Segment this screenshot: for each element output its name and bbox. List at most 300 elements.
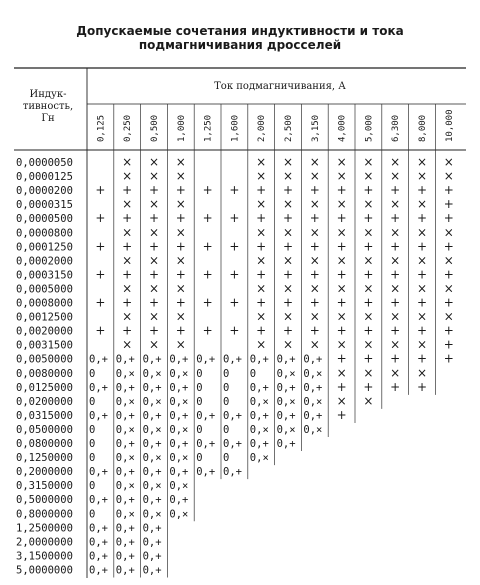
table-cell: 0,+ (115, 536, 135, 549)
table-cell: 0,× (276, 367, 296, 380)
table-cell: × (175, 169, 186, 184)
table-cell: 0,+ (196, 466, 216, 479)
table-cell: × (416, 225, 428, 240)
table-cell: 0,+ (142, 466, 162, 479)
table-cell: 0,× (169, 423, 189, 436)
table-cell: 0,× (303, 423, 323, 436)
table-cell: × (148, 253, 160, 268)
table-cell: 0 (89, 395, 96, 408)
inductance-value: 0,0080000 (16, 367, 73, 380)
table-cell: 0,× (303, 367, 323, 380)
table-cell: 0,× (276, 423, 296, 436)
table-cell: 0,+ (115, 353, 135, 366)
inductance-value: 0,0000125 (16, 171, 73, 184)
table-cell: 0,+ (223, 438, 242, 450)
table-cell: + (309, 267, 320, 282)
inductance-value: 0,0315000 (16, 409, 73, 422)
table-cell: 0,+ (115, 522, 135, 535)
table-cell: 0,× (169, 480, 189, 493)
table-cell: + (363, 351, 374, 366)
table-cell: × (416, 365, 428, 380)
table-cell: + (202, 211, 213, 226)
table-cell: 0,+ (89, 550, 108, 563)
table-cell: 0 (89, 438, 96, 450)
table-cell: 0,+ (196, 409, 216, 422)
table-cell: + (122, 183, 133, 198)
table-cell: × (256, 197, 267, 212)
table-cell: × (443, 155, 454, 169)
table-cell: + (443, 337, 454, 352)
table-cell: 0,+ (89, 522, 108, 535)
table-cell: × (390, 197, 401, 212)
table-cell: + (309, 295, 320, 310)
table-cell: 0,+ (169, 438, 189, 450)
table-cell: + (282, 323, 294, 338)
table-cell: + (336, 183, 347, 198)
table-cell: 0,× (303, 395, 323, 408)
table-cell: × (363, 393, 374, 408)
table-cell: 0 (223, 395, 230, 408)
table-cell: 0,+ (276, 409, 296, 422)
table-cell: × (282, 337, 294, 352)
table-cell: + (390, 183, 401, 198)
table-cell: × (443, 281, 454, 296)
table-cell: × (390, 169, 401, 184)
table-cell: + (390, 211, 401, 226)
table-cell: × (175, 281, 186, 296)
table-cell: + (229, 183, 240, 198)
inductance-value: 0,0008000 (16, 297, 73, 310)
inductance-value: 0,3150000 (16, 480, 73, 493)
table-cell: + (416, 211, 428, 226)
table-cell: + (256, 267, 267, 282)
table-cell: + (95, 323, 106, 338)
table-cell: + (416, 379, 428, 394)
column-lines (114, 104, 436, 578)
table-cell: + (148, 239, 160, 254)
table-cell: × (336, 197, 347, 212)
table-cell: × (175, 253, 186, 268)
table-cell: × (443, 309, 454, 324)
table-cell: 0,+ (169, 466, 189, 479)
table-cell: + (390, 295, 401, 310)
table-cell: 0,× (169, 367, 189, 380)
table-cell: + (443, 239, 454, 254)
table-cell: 0,× (142, 480, 162, 493)
table-cell: × (122, 337, 133, 352)
current-header-cell: 4,000 (337, 114, 348, 142)
table-cell: + (202, 267, 213, 282)
table-cell: 0,+ (169, 494, 189, 507)
table-cell: + (122, 295, 133, 310)
table-cell: × (175, 197, 186, 212)
table-cell: 0,+ (115, 409, 135, 422)
table-cell: 0,× (142, 367, 162, 380)
table-cell: 0,+ (89, 494, 108, 507)
table-cell: × (336, 393, 347, 408)
table-cell: + (443, 267, 454, 282)
table-cell: 0,+ (196, 353, 216, 366)
table-cell: + (363, 211, 374, 226)
table-cell: 0,+ (249, 353, 269, 366)
table-cell: + (175, 239, 186, 254)
table-cell: + (95, 211, 106, 226)
table-cell: × (256, 155, 267, 169)
inductance-value: 0,0000500 (16, 213, 73, 226)
table-cell: + (443, 211, 454, 226)
inductance-value: 0,0000050 (16, 157, 73, 169)
table-cell: × (256, 225, 267, 240)
inductance-value: 0,8000000 (16, 508, 73, 521)
table-cell: × (148, 309, 160, 324)
table-cell: 0,+ (89, 564, 108, 577)
title-line-2: подмагничивания дросселей (138, 38, 342, 52)
table-cell: + (148, 211, 160, 226)
current-header: Ток подмагничивания, А (214, 81, 346, 92)
table-cell: 0,+ (169, 409, 189, 422)
table-cell: + (175, 295, 186, 310)
table-cell: + (390, 379, 401, 394)
table-cell: 0,× (169, 508, 189, 521)
table-cell: + (282, 295, 294, 310)
table-cell: × (443, 225, 454, 240)
table-cell: + (148, 295, 160, 310)
table-cell: + (256, 183, 267, 198)
table-cell: × (363, 225, 374, 240)
table-cell: 0 (249, 367, 257, 380)
table-cell: × (309, 197, 320, 212)
table-cell: + (282, 183, 294, 198)
table-cell: + (175, 211, 186, 226)
table-cell: + (95, 183, 106, 198)
inductance-value: 2,0000000 (16, 536, 73, 549)
table-cell: + (122, 211, 133, 226)
table-cell: × (443, 169, 454, 184)
table-cell: + (256, 323, 267, 338)
table-cell: × (309, 155, 320, 169)
current-header-cell: 1,000 (176, 114, 187, 142)
inductance-value: 0,0500000 (16, 423, 73, 436)
table-cell: × (256, 281, 267, 296)
current-header-cell: 6,300 (391, 114, 402, 142)
table-cell: × (363, 253, 374, 268)
inductance-value: 0,0003150 (16, 269, 73, 282)
table-cell: × (416, 155, 428, 169)
table-cell: + (229, 267, 240, 282)
current-column-headers (96, 109, 454, 142)
table-cell: + (336, 295, 347, 310)
table-cell: + (202, 239, 213, 254)
table-cell: + (122, 239, 133, 254)
table-cell: × (309, 281, 320, 296)
table-cell: 0,+ (303, 381, 323, 394)
table-cell: 0,+ (142, 564, 162, 577)
table-cell: + (336, 379, 347, 394)
table-cell: × (309, 169, 320, 184)
table-cell: × (148, 225, 160, 240)
table-cell: 0,+ (249, 381, 269, 394)
table-cell: 0 (223, 367, 230, 380)
table-cell: + (336, 351, 347, 366)
inductance-value: 3,1500000 (16, 550, 73, 563)
inductance-value: 0,0001250 (16, 241, 73, 254)
table-cell: 0,+ (115, 438, 135, 450)
table-cell: + (390, 323, 401, 338)
inductance-value: 0,0002000 (16, 255, 73, 268)
table-cell: + (416, 267, 428, 282)
table-cell: × (309, 309, 320, 324)
table-cell: + (256, 239, 267, 254)
table-cell: × (122, 281, 133, 296)
table-cell: 0,+ (115, 494, 135, 507)
table-cell: × (363, 365, 374, 380)
table-cell: + (229, 211, 240, 226)
inductance-header-line-2: тивность, (22, 101, 74, 112)
table-cell: × (148, 281, 160, 296)
table-cell: × (122, 225, 133, 240)
current-header-cell: 3,150 (310, 114, 321, 142)
inductance-value: 0,0000315 (16, 199, 73, 212)
current-header-cell: 10,000 (444, 109, 455, 142)
inductance-value: 0,0000800 (16, 227, 73, 240)
table-cell: 0,× (142, 452, 162, 465)
table-cell: × (416, 281, 428, 296)
table-cell: × (390, 365, 401, 380)
table-cell: 0,× (142, 508, 162, 521)
table-cell: 0,+ (89, 536, 108, 549)
table-cell: × (175, 309, 186, 324)
table-cell: × (282, 197, 294, 212)
table-cell: + (443, 183, 454, 198)
table-cell: + (363, 379, 374, 394)
table-cell: × (390, 309, 401, 324)
table-cell: + (443, 197, 454, 212)
table-cell: 0,× (115, 452, 135, 465)
table-cell: 0 (196, 381, 203, 394)
table-cell: × (122, 155, 133, 169)
table-cell: + (229, 295, 240, 310)
inductance-value: 0,0000200 (16, 185, 73, 198)
current-header-cell: 8,000 (418, 114, 428, 142)
table-cell: + (309, 239, 320, 254)
table-cell: + (175, 183, 186, 198)
table-cell: + (282, 239, 294, 254)
table-cell: × (309, 225, 320, 240)
table-cell: 0,+ (89, 353, 108, 366)
inductance-header-line-3: Гн (41, 113, 55, 124)
table-cell: 0,+ (142, 550, 162, 563)
table-cell: 0,+ (276, 353, 296, 366)
table-cell: 0,× (169, 452, 189, 465)
table-cell: + (148, 323, 160, 338)
table-cell: + (202, 323, 213, 338)
table-cell: 0,× (169, 395, 189, 408)
title-line-1: Допускаемые сочетания индуктивности и тока (76, 24, 404, 38)
table-cell: 0,+ (223, 353, 242, 366)
table-cell: × (416, 169, 428, 184)
table-cell: + (336, 211, 347, 226)
table-cell: + (309, 323, 320, 338)
table-cell: + (443, 295, 454, 310)
current-header-cell: 5,000 (364, 114, 375, 142)
table-cell: + (443, 351, 454, 366)
table-cell: × (336, 169, 347, 184)
inductance-value: 0,0200000 (16, 395, 73, 408)
table-cell: × (390, 155, 401, 169)
table-cell: × (256, 309, 267, 324)
table-cell: × (336, 155, 347, 169)
inductance-row-labels (16, 157, 73, 576)
table-cell: 0,× (276, 395, 296, 408)
table-cell: + (416, 239, 428, 254)
table-cell: 0 (196, 423, 203, 436)
current-header-cell: 0,125 (96, 114, 107, 142)
table-cell: + (390, 351, 401, 366)
table-cell: + (336, 323, 347, 338)
table-cell: × (336, 365, 347, 380)
table-cell: + (95, 239, 106, 254)
table-cell: + (148, 183, 160, 198)
table-cell: 0,+ (142, 494, 162, 507)
table-cell: 0,× (142, 423, 162, 436)
table-cell: 0,+ (115, 466, 135, 479)
table-cell: + (416, 351, 428, 366)
table-cell: + (95, 267, 106, 282)
table-cell: 0,+ (303, 353, 323, 366)
table-cell: 0,+ (115, 564, 135, 577)
table-cell: × (443, 253, 454, 268)
table-cell: 0,+ (142, 353, 162, 366)
table-cell: × (309, 337, 320, 352)
table-cell: 0,+ (89, 381, 108, 394)
table-cell: 0,+ (249, 438, 269, 450)
table-cell: 0,+ (303, 409, 323, 422)
table-cell: × (122, 197, 133, 212)
table-cell: + (122, 267, 133, 282)
table-cell: × (175, 337, 186, 352)
table-cell: + (443, 323, 454, 338)
table-cell: 0 (196, 395, 203, 408)
table-cell: × (148, 169, 160, 184)
table-cell: 0 (89, 508, 96, 521)
table-cell: 0,× (249, 452, 269, 465)
table-cell: × (148, 155, 160, 169)
inductance-value: 0,0005000 (16, 283, 73, 296)
table-cell: × (256, 337, 267, 352)
table-cell: 0,+ (276, 381, 296, 394)
table-cell: × (390, 253, 401, 268)
table-cell: × (256, 253, 267, 268)
table-cell: × (122, 169, 133, 184)
inductance-header-line-1: Индук- (29, 89, 67, 100)
inductance-value: 0,0031500 (16, 339, 73, 352)
table-cell: 0,× (249, 395, 269, 408)
table-cell: 0,× (115, 508, 135, 521)
table-cell: 0,× (115, 423, 135, 436)
table-cell: × (363, 337, 374, 352)
table-cell: 0 (89, 367, 96, 380)
inductance-value: 0,0800000 (16, 438, 73, 450)
table-cell: 0 (223, 381, 230, 394)
table-cell: × (148, 197, 160, 212)
table-cell: × (282, 225, 294, 240)
inductance-value: 0,0020000 (16, 325, 73, 338)
table-cell: + (336, 267, 347, 282)
table-cell: × (363, 281, 374, 296)
table-cell: 0,+ (115, 381, 135, 394)
inductance-value: 5,0000000 (16, 564, 73, 577)
table-cell: 0 (89, 452, 96, 465)
table-cell: 0,× (249, 423, 269, 436)
table-cell: × (282, 309, 294, 324)
table-cell: × (336, 225, 347, 240)
table-cell: + (95, 295, 106, 310)
table-cell: + (229, 323, 240, 338)
table-cell: 0,× (115, 367, 135, 380)
table-cell: × (363, 169, 374, 184)
table-cell: 0,+ (223, 466, 242, 479)
table-cell: + (363, 295, 374, 310)
inductance-value: 0,0050000 (16, 353, 73, 366)
current-header-cell: 2,000 (257, 114, 268, 142)
table-cell: × (282, 281, 294, 296)
table-cell: × (336, 337, 347, 352)
table-cell: + (336, 239, 347, 254)
table-cell: 0,+ (142, 536, 162, 549)
current-header-cell: 0,500 (150, 114, 160, 142)
inductance-value: 0,0125000 (16, 381, 73, 394)
current-header-cell: 0,250 (123, 114, 134, 142)
table-cell: × (363, 309, 374, 324)
table-cell: + (363, 323, 374, 338)
table-cell: 0,+ (223, 409, 242, 422)
table-cell: 0,+ (89, 409, 108, 422)
table-cell: 0 (196, 367, 203, 380)
table-cell: × (282, 169, 294, 184)
table-cell: + (148, 267, 160, 282)
table-cell: × (148, 337, 160, 352)
table-cell: + (363, 267, 374, 282)
table-cell: + (122, 323, 133, 338)
table-cell: + (229, 239, 240, 254)
table-cell: 0,+ (169, 381, 189, 394)
table-cell: 0 (223, 452, 230, 465)
table-cell: × (390, 337, 401, 352)
table-cell: × (363, 197, 374, 212)
table-cell: × (416, 197, 428, 212)
current-header-cell: 1,600 (230, 114, 241, 142)
table-cell: × (390, 225, 401, 240)
inductance-value: 0,5000000 (16, 494, 73, 507)
table-cell: + (336, 407, 347, 422)
table-cell: × (416, 253, 428, 268)
table-cell: × (390, 281, 401, 296)
table-cell: 0,+ (142, 438, 162, 450)
table-cell: + (282, 211, 294, 226)
table-cell: × (336, 253, 347, 268)
table-cell: + (390, 239, 401, 254)
table-cell: + (363, 183, 374, 198)
table-cell: 0 (89, 480, 96, 493)
table-cell: 0,+ (142, 409, 162, 422)
table-cell: + (363, 239, 374, 254)
table-cell: 0,+ (142, 381, 162, 394)
table-cell: 0 (196, 452, 203, 465)
table-cell: × (175, 225, 186, 240)
table-cell: × (282, 253, 294, 268)
table-cell: 0,+ (142, 522, 162, 535)
table-cell: + (256, 295, 267, 310)
